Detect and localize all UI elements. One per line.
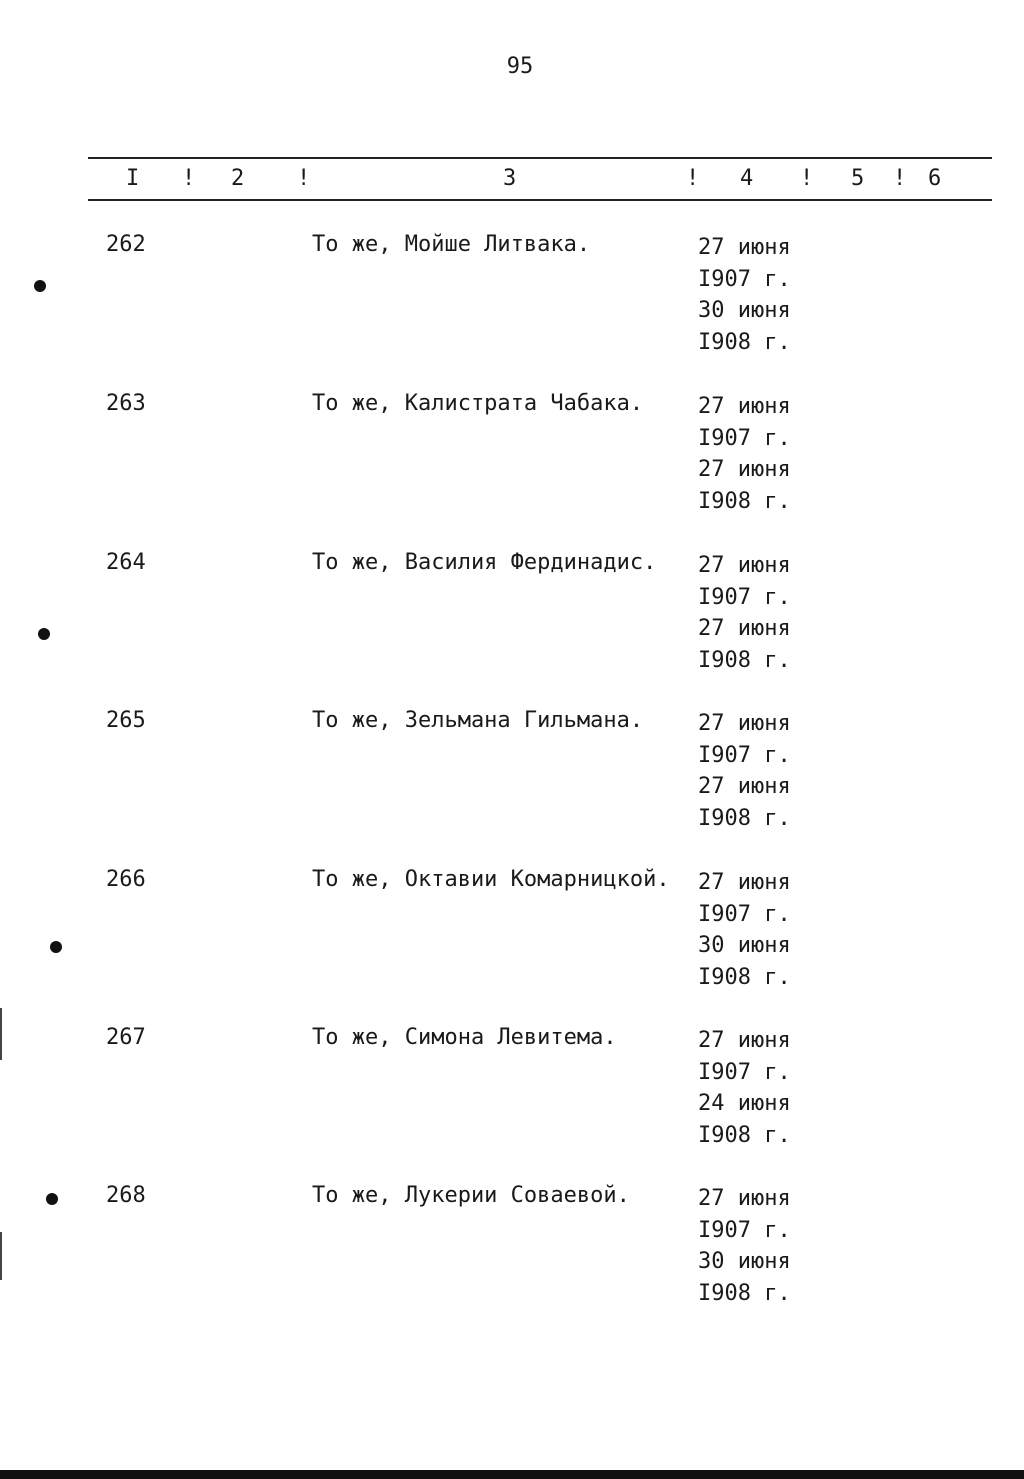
header-col-5: 5 — [851, 166, 865, 191]
date-line: 27 июня — [698, 1028, 791, 1053]
date-line: I907 г. — [698, 266, 791, 292]
row-number: 262 — [106, 232, 146, 257]
row-number: 265 — [106, 708, 146, 733]
date-line: I907 г. — [698, 742, 791, 768]
row-dates — [698, 1183, 791, 1310]
date-line: 24 июня — [698, 1091, 791, 1117]
punch-hole-mark — [46, 1193, 58, 1205]
row-number: 267 — [106, 1025, 146, 1050]
date-line: I908 г. — [698, 965, 791, 991]
date-line: 27 июня — [698, 774, 791, 800]
header-col-1: I — [126, 166, 140, 191]
date-line: I908 г. — [698, 489, 791, 515]
row-dates — [698, 1025, 791, 1152]
row-description: То же, Симона Левитема. — [312, 1025, 617, 1050]
row-description: То же, Зельмана Гильмана. — [312, 708, 644, 733]
date-line: 27 июня — [698, 616, 791, 642]
header-col-3: 3 — [503, 166, 517, 191]
row-description: То же, Лукерии Соваевой. — [312, 1183, 630, 1208]
table-row — [0, 867, 1024, 1007]
header-col-4: 4 — [740, 166, 754, 191]
date-line: I907 г. — [698, 584, 791, 610]
margin-mark — [0, 1232, 2, 1280]
date-line: I907 г. — [698, 901, 791, 927]
date-line: 27 июня — [698, 870, 791, 895]
header-col-2: 2 — [231, 166, 245, 191]
date-line: I907 г. — [698, 425, 791, 451]
header-separator-5: ! — [893, 166, 907, 191]
row-description: То же, Мойше Литвака. — [312, 232, 591, 257]
page-number: 95 — [506, 54, 534, 79]
table-row — [0, 1183, 1024, 1323]
row-description: То же, Калистрата Чабака. — [312, 391, 644, 416]
date-line: 27 июня — [698, 711, 791, 736]
date-line: 27 июня — [698, 235, 791, 260]
margin-mark — [0, 1008, 2, 1060]
row-dates — [698, 550, 791, 677]
table-top-rule — [88, 157, 992, 159]
date-line: 30 июня — [698, 298, 791, 324]
date-line: 27 июня — [698, 394, 791, 419]
date-line: I907 г. — [698, 1059, 791, 1085]
punch-hole-mark — [34, 280, 46, 292]
date-line: 30 июня — [698, 933, 791, 959]
date-line: I908 г. — [698, 648, 791, 674]
row-number: 266 — [106, 867, 146, 892]
header-separator-4: ! — [800, 166, 814, 191]
header-separator-2: ! — [297, 166, 311, 191]
table-header-bottom-rule — [88, 199, 992, 201]
row-dates — [698, 391, 791, 518]
row-number: 264 — [106, 550, 146, 575]
row-number: 263 — [106, 391, 146, 416]
date-line: I908 г. — [698, 806, 791, 832]
row-dates — [698, 867, 791, 994]
date-line: 27 июня — [698, 1186, 791, 1211]
table-row — [0, 232, 1024, 372]
table-row — [0, 708, 1024, 848]
date-line: 27 июня — [698, 553, 791, 578]
table-header — [0, 166, 1024, 192]
row-description: То же, Октавии Комарницкой. — [312, 867, 670, 892]
date-line: I908 г. — [698, 1281, 791, 1307]
row-number: 268 — [106, 1183, 146, 1208]
row-dates — [698, 708, 791, 835]
header-separator-1: ! — [182, 166, 196, 191]
date-line: 27 июня — [698, 457, 791, 483]
row-description: То же, Василия Фердинадис. — [312, 550, 657, 575]
date-line: I907 г. — [698, 1217, 791, 1243]
table-row — [0, 391, 1024, 531]
date-line: 30 июня — [698, 1249, 791, 1275]
header-col-6: 6 — [928, 166, 942, 191]
scan-bottom-edge — [0, 1470, 1024, 1479]
date-line: I908 г. — [698, 330, 791, 356]
table-row — [0, 550, 1024, 690]
header-separator-3: ! — [686, 166, 700, 191]
row-dates — [698, 232, 791, 359]
punch-hole-mark — [50, 941, 62, 953]
table-row — [0, 1025, 1024, 1165]
date-line: I908 г. — [698, 1123, 791, 1149]
punch-hole-mark — [38, 628, 50, 640]
